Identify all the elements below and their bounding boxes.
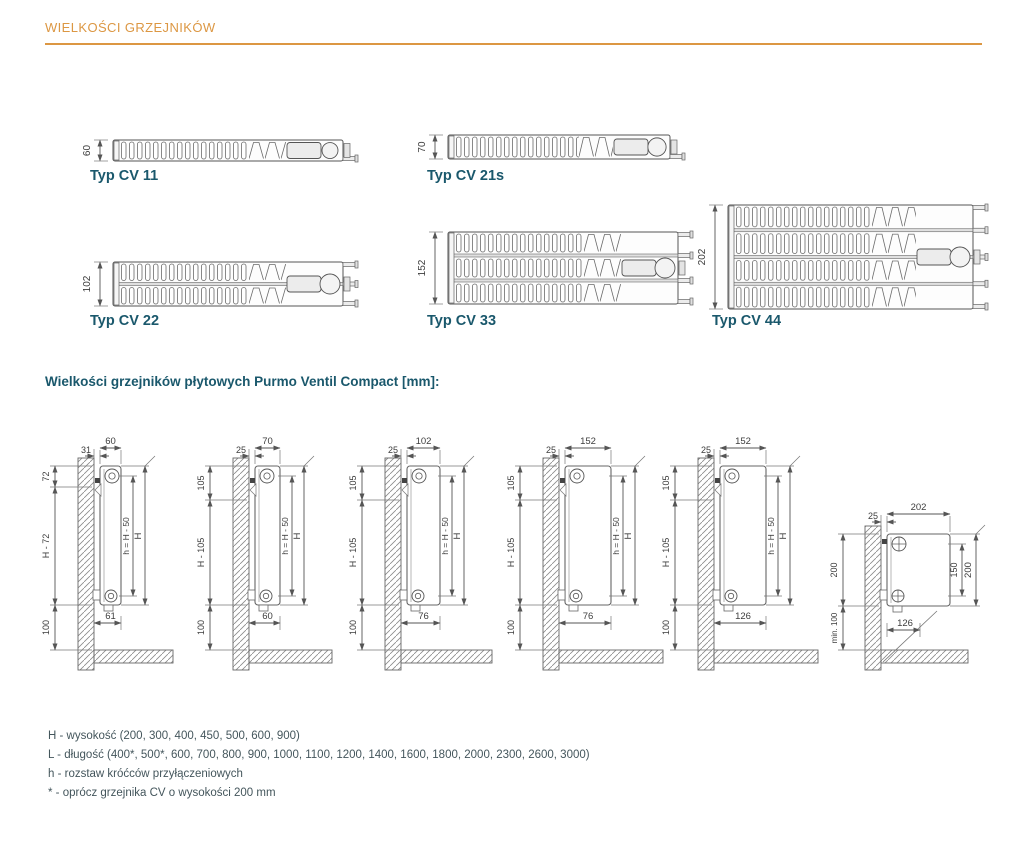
title-rule bbox=[45, 43, 982, 45]
cross-section-cv44 bbox=[688, 197, 993, 319]
dim-label: 100 bbox=[196, 619, 206, 636]
cross-section-cv22 bbox=[73, 254, 361, 316]
dim-label: H bbox=[133, 532, 144, 540]
type-label-cv21s: Typ CV 21s bbox=[427, 168, 505, 184]
dim-label: 152 bbox=[735, 436, 751, 447]
dim-label: 200 bbox=[963, 562, 974, 578]
dim-label: 25 bbox=[700, 445, 711, 455]
dim-label: 200 bbox=[829, 562, 839, 578]
dim-label: min. 100 bbox=[830, 612, 839, 644]
dim-label: 105 bbox=[348, 475, 358, 491]
dim-label: 31 bbox=[80, 445, 91, 455]
wall-mount-diagram bbox=[348, 436, 492, 670]
wall-mount-diagram bbox=[196, 436, 332, 670]
dim-label: 152 bbox=[580, 436, 596, 447]
corner-diagram bbox=[829, 502, 985, 670]
cross-section-height-label: 202 bbox=[697, 248, 708, 266]
dim-label: 70 bbox=[262, 436, 273, 447]
cross-section-height-label: 152 bbox=[417, 259, 428, 277]
wall-mount-diagram bbox=[41, 436, 173, 670]
type-label-cv22: Typ CV 22 bbox=[90, 313, 160, 329]
section-heading: Wielkości grzejników płytowych Purmo Ventil Compact [mm]: bbox=[45, 374, 440, 389]
dim-label: 126 bbox=[897, 618, 913, 629]
dim-label: 72 bbox=[41, 471, 51, 482]
cross-section-height-label: 60 bbox=[82, 144, 93, 157]
dim-label: 25 bbox=[387, 445, 398, 455]
dim-label: 105 bbox=[661, 475, 671, 491]
dim-label: 105 bbox=[506, 475, 516, 491]
dim-label: h = H - 50 bbox=[766, 517, 776, 555]
footnote-asterisk: * - oprócz grzejnika CV o wysokości 200 mm bbox=[48, 787, 276, 799]
dim-label: 126 bbox=[735, 611, 751, 622]
cross-section-height-label: 102 bbox=[82, 275, 93, 293]
page-title: WIELKOŚCI GRZEJNIKÓW bbox=[45, 20, 216, 35]
dim-label: 100 bbox=[661, 619, 671, 636]
dim-label: h = H - 50 bbox=[280, 517, 290, 555]
dim-label: 25 bbox=[235, 445, 246, 455]
dim-label: 76 bbox=[418, 611, 429, 622]
wall-mount-diagrams bbox=[0, 420, 1027, 720]
dim-label: 100 bbox=[506, 619, 516, 636]
dim-label: 100 bbox=[348, 619, 358, 636]
dim-label: 105 bbox=[196, 475, 206, 491]
footnote-spacing: h - rozstaw króćców przyłączeniowych bbox=[48, 768, 243, 780]
dim-label: 60 bbox=[262, 611, 273, 622]
dim-label: h = H - 50 bbox=[611, 517, 621, 555]
type-label-cv44: Typ CV 44 bbox=[712, 313, 782, 329]
dim-label: h = H - 50 bbox=[440, 517, 450, 555]
dim-label: H bbox=[778, 532, 789, 540]
dim-label: 76 bbox=[582, 611, 594, 622]
dim-label: 25 bbox=[545, 445, 556, 455]
cross-section-cv33 bbox=[408, 224, 698, 314]
dim-label: 60 bbox=[105, 436, 116, 447]
dim-label: 61 bbox=[105, 611, 116, 622]
dim-label: H bbox=[623, 532, 634, 540]
type-label-cv11: Typ CV 11 bbox=[90, 168, 159, 184]
dim-label: H - 105 bbox=[348, 537, 358, 568]
dim-label: H - 105 bbox=[506, 537, 516, 568]
dim-label: H bbox=[452, 532, 463, 540]
dim-label: H bbox=[292, 532, 303, 540]
footnote-height: H - wysokość (200, 300, 400, 450, 500, 600, 900) bbox=[48, 730, 300, 742]
dim-label: 202 bbox=[910, 502, 927, 513]
footnote-length: L - długość (400*, 500*, 600, 700, 800, 900, 1000, 1100, 1200, 1400, 1600, 1800, 2000, 2300, 2600, 3000) bbox=[48, 749, 590, 761]
dim-label: h = H - 50 bbox=[121, 517, 131, 555]
dim-label: H - 105 bbox=[196, 537, 206, 568]
dim-label: H - 105 bbox=[661, 537, 671, 568]
dim-label: 100 bbox=[41, 619, 51, 636]
dim-label: H - 72 bbox=[41, 533, 51, 559]
wall-mount-diagram bbox=[661, 436, 818, 670]
wall-mount-diagram bbox=[506, 436, 663, 670]
dim-label: 102 bbox=[415, 436, 432, 447]
cross-section-height-label: 70 bbox=[417, 141, 428, 153]
dim-label: 25 bbox=[867, 511, 878, 521]
cross-section-cv21s bbox=[408, 127, 688, 173]
dim-label: 150 bbox=[949, 562, 959, 578]
type-label-cv33: Typ CV 33 bbox=[427, 313, 497, 329]
